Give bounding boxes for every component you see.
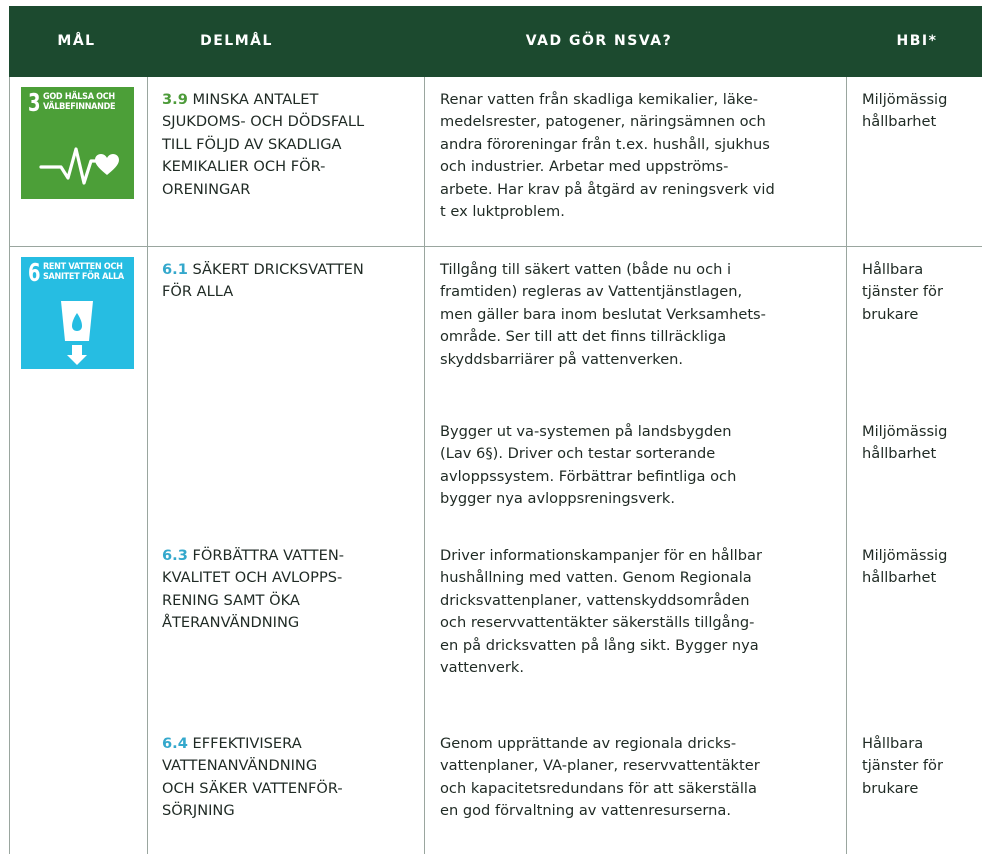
grid-line bbox=[846, 77, 847, 854]
goal-6-1 bbox=[162, 259, 412, 304]
row-divider bbox=[9, 246, 982, 247]
hbi-6-4: Hållbara tjänster för brukare bbox=[862, 735, 943, 797]
goal-code: 6.4 bbox=[162, 735, 188, 752]
sdg-3-icon bbox=[21, 87, 134, 199]
goal-code: 3.9 bbox=[162, 91, 188, 108]
goal-text: FÖRBÄTTRA VATTEN- KVALITET OCH AVLOPPS- RENING SAMT ÖKA ÅTERANVÄNDNING bbox=[162, 547, 344, 632]
goal-code: 6.3 bbox=[162, 547, 188, 564]
hbi-6-1: Hållbara tjänster för brukare bbox=[862, 261, 943, 323]
description-6-1: Tillgång till säkert vatten (både nu och i framtiden) regleras av Vattentjänstlagen, men gäller bara inom beslutat Verksamhets- område. Ser till att det finns tillräckliga skyddsbarriärer på vattenverken. bbox=[440, 261, 766, 368]
header-mal: MÅL bbox=[57, 33, 96, 49]
hbi-3-9: Miljömässig hållbarhet bbox=[862, 91, 948, 131]
hbi-6-3: Miljömässig hållbarhet bbox=[862, 547, 948, 587]
header-delmal: DELMÅL bbox=[200, 33, 273, 49]
sdg-6-number: 6 bbox=[28, 258, 41, 287]
sdg-3-number: 3 bbox=[28, 88, 41, 117]
goal-text: SÄKERT DRICKSVATTEN FÖR ALLA bbox=[162, 261, 364, 301]
header-hbi: HBI* bbox=[896, 33, 938, 49]
description-6-4: Genom upprättande av regionala dricks- vattenplaner, VA-planer, reservvattentäkter och kapacitetsredundans för att säkerställa en god förvaltning av vattenresurserna. bbox=[440, 735, 760, 820]
goal-code: 6.1 bbox=[162, 261, 188, 278]
heartbeat-icon bbox=[21, 87, 134, 199]
description-6-1-extra: Bygger ut va-systemen på landsbygden (Lav 6§). Driver och testar sorterande avloppssystem. Förbättrar befintliga och bygger nya avloppsreningsverk. bbox=[440, 423, 737, 508]
table-header bbox=[9, 6, 982, 77]
sdg-6-icon bbox=[21, 257, 134, 369]
sdg-3-label: GOD HÄLSA OCH VÄLBEFINNANDE bbox=[43, 92, 116, 112]
goal-text: EFFEKTIVISERA VATTENANVÄNDNING OCH SÄKER VATTENFÖR- SÖRJNING bbox=[162, 735, 343, 820]
hbi-6-1-extra: Miljömässig hållbarhet bbox=[862, 423, 948, 463]
water-glass-icon bbox=[21, 257, 134, 369]
description-3-9: Renar vatten från skadliga kemikalier, läke- medelsrester, patogener, näringsämnen och andra föroreningar från t.ex. hushåll, sjukhus och industrier. Arbetar med uppströms- arbete. Har krav på åtgärd av reningsverk vid t ex luktproblem. bbox=[440, 91, 775, 221]
header-vad-gor-nsva: VAD GÖR NSVA? bbox=[525, 33, 673, 49]
goal-3-9 bbox=[162, 89, 412, 201]
grid-line bbox=[147, 77, 148, 854]
description-6-3: Driver informationskampanjer för en hållbar hushållning med vatten. Genom Regionala dricksvattenplaner, vattenskyddsområden och reservvattentäkter säkerställs tillgång- en på dricksvatten på lång sikt. Bygger nya vattenverk. bbox=[440, 547, 762, 677]
grid-line bbox=[9, 77, 10, 854]
grid-line bbox=[424, 77, 425, 854]
goal-6-3 bbox=[162, 545, 412, 635]
goal-6-4 bbox=[162, 733, 412, 823]
goal-text: MINSKA ANTALET SJUKDOMS- OCH DÖDSFALL TILL FÖLJD AV SKADLIGA KEMIKALIER OCH FÖR- ORENINGAR bbox=[162, 91, 365, 198]
sdg-6-label: RENT VATTEN OCH SANITET FÖR ALLA bbox=[43, 262, 124, 282]
